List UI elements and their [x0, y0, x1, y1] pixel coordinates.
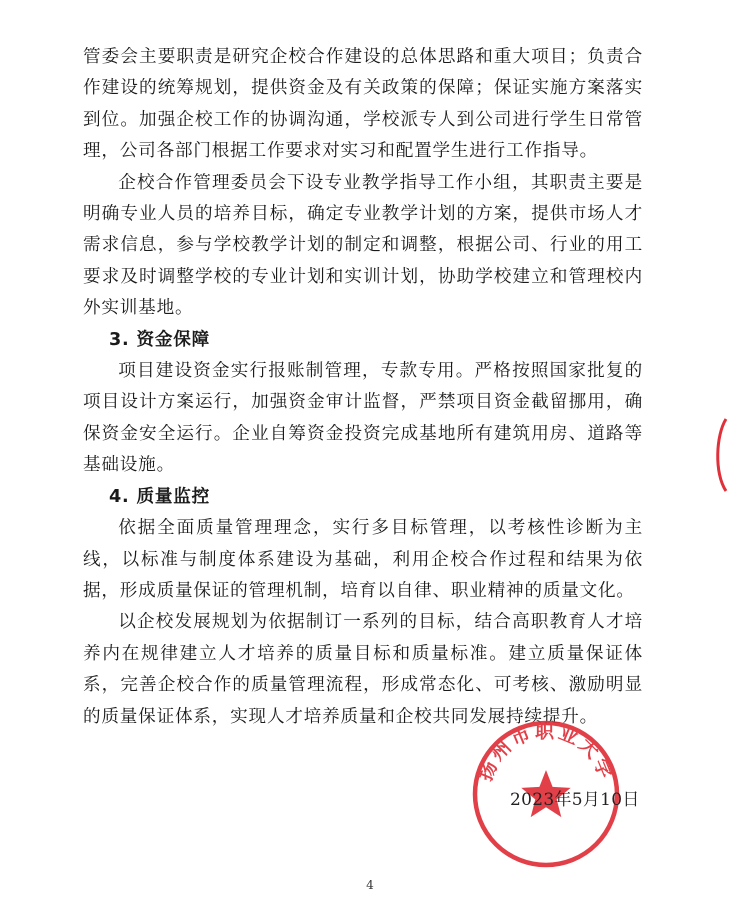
section-heading-funding: 3. 资金保障 [109, 329, 211, 350]
page-number: 4 [366, 878, 374, 892]
paragraph-4: 依据全面质量管理理念，实行多目标管理，以考核性诊断为主线，以标准与制度体系建设为基础，利用企校合作过程和结果为依据，形成质量保证的管理机制，培育以自律、职业精神的质量文化。 [83, 518, 643, 601]
paragraph-1: 管委会主要职责是研究企校合作建设的总体思路和重大项目；负责合作建设的统筹规划，提供资金及有关政策的保障；保证实施方案落实到位。加强企校工作的协调沟通，学校派专人到公司进行学生日常管理，公司各部门根据工作要求对实习和配置学生进行工作指导。 [83, 47, 643, 162]
seam-seal-edge-icon [706, 415, 740, 495]
paragraph-2: 企校合作管理委员会下设专业教学指导工作小组，其职责主要是明确专业人员的培养目标，确定专业教学计划的方案，提供市场人才需求信息，参与学校教学计划的制定和调整，根据公司、行业的用工要求及时调整学校的专业计划和实训计划，协助学校建立和管理校内外实训基地。 [83, 172, 643, 319]
paragraph-3: 项目建设资金实行报账制管理，专款专用。严格按照国家批复的项目设计方案运行，加强资金审计监督，严禁项目资金截留挪用，确保资金安全运行。企业自筹资金投资完成基地所有建筑用房、道路等基础设施。 [83, 361, 643, 476]
document-date: 2023年5月10日 [510, 790, 640, 810]
document-body [83, 42, 643, 733]
seal-text: 扬州市职业大学 [474, 720, 618, 785]
section-heading-quality: 4. 质量监控 [109, 486, 211, 507]
paragraph-5: 以企校发展规划为依据制订一系列的目标，结合高职教育人才培养内在规律建立人才培养的质量目标和质量标准。建立质量保证体系，完善企校合作的质量管理流程，形成常态化、可考核、激励明显的质量保证体系，实现人才培养质量和企校共同发展持续提升。 [83, 612, 643, 727]
